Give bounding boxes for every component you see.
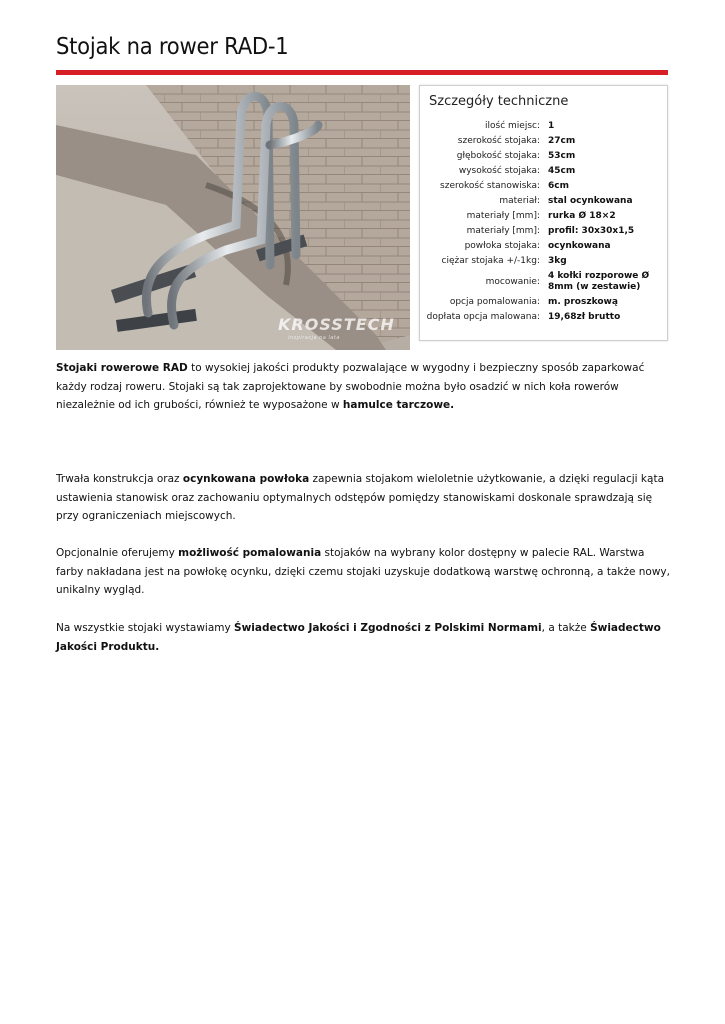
paragraph-certificates — [56, 619, 670, 656]
spec-value: 3kg — [548, 256, 567, 266]
spec-label: szerokość stojaka: — [457, 136, 540, 146]
title-divider — [56, 70, 668, 75]
spec-row — [420, 209, 667, 224]
painting-text-1: Opcjonalnie oferujemy — [56, 547, 179, 559]
specs-title: Szczegóły techniczne — [429, 94, 569, 109]
spec-row — [420, 119, 667, 134]
painting-bold: możliwość pomalowania — [178, 547, 322, 559]
spec-row — [420, 179, 667, 194]
certificates-bold-1: Świadectwo Jakości i Zgodności z Polskimi Normami — [234, 622, 542, 634]
spec-value: 4 kołki rozporowe Ø 8mm (w zestawie) — [548, 271, 650, 292]
spec-value: 27cm — [548, 136, 576, 146]
spec-row — [420, 134, 667, 149]
brand-logo: KROSSTECH — [278, 315, 395, 334]
spec-value: ocynkowana — [548, 241, 611, 251]
paragraph-construction — [56, 470, 670, 526]
certificates-text-1: Na wszystkie stojaki wystawiamy — [56, 622, 235, 634]
spec-row — [420, 269, 667, 295]
spec-value: m. proszkową — [548, 297, 618, 307]
spec-value: 53cm — [548, 151, 576, 161]
intro-text: to wysokiej jakości produkty pozwalające w wygodny i bezpieczny sposób zaparkować każdy rodzaj roweru. Stojaki są tak zaprojektowane by swobodnie można było osadzić w nich koła rowerów niezależnie od ich grubości, również te wyposażone w — [56, 362, 645, 411]
paragraph-painting — [56, 544, 670, 600]
spec-row — [420, 149, 667, 164]
spec-row — [420, 194, 667, 209]
spec-label: dopłata opcja malowana: — [426, 312, 540, 322]
page-title: Stojak na rower RAD-1 — [56, 34, 289, 60]
certificates-text-2: , a także — [541, 622, 591, 634]
spec-row — [420, 224, 667, 239]
spec-label: materiał: — [499, 196, 540, 206]
spec-label: wysokość stojaka: — [458, 166, 540, 176]
spec-label: opcja pomalowania: — [449, 297, 540, 307]
spec-row — [420, 295, 667, 310]
spec-value: rurka Ø 18×2 — [548, 211, 616, 221]
spec-row — [420, 254, 667, 269]
spec-value: profil: 30x30x1,5 — [548, 226, 635, 236]
painting-text-2: stojaków na wybrany kolor dostępny w palecie RAL. Warstwa farby nakładana jest na powłokę ocynku, dzięki czemu stojaki uzyskuje dodatkową warstwę ochronną, a także nowy, unikalny wygląd. — [56, 547, 670, 596]
spec-value: 19,68zł brutto — [548, 312, 621, 322]
spec-value: 6cm — [548, 181, 569, 191]
paragraph-intro — [56, 359, 670, 415]
intro-bold-product: Stojaki rowerowe RAD — [56, 362, 188, 374]
spec-value: 45cm — [548, 166, 576, 176]
spec-value: stal ocynkowana — [548, 196, 633, 206]
spec-row — [420, 310, 667, 325]
certificates-bold-2: Świadectwo Jakości Produktu. — [56, 622, 661, 653]
specs-table — [420, 119, 667, 325]
construction-text-2: zapewnia stojakom wieloletnie użytkowanie, a dzięki regulacji kąta ustawienia stanowisk oraz zachowaniu optymalnych odstępów pomiędzy stanowiskami doskonale sprawdzają się przy ograniczeniach miejscowych. — [56, 473, 665, 522]
spec-label: ciężar stojaka +/-1kg: — [441, 256, 540, 266]
spec-label: powłoka stojaka: — [464, 241, 540, 251]
spec-label: materiały [mm]: — [466, 211, 540, 221]
intro-bold-brakes: hamulce tarczowe. — [342, 399, 455, 411]
spec-label: ilość miejsc: — [485, 121, 540, 131]
spec-label: mocowanie: — [485, 276, 540, 287]
bike-rack-illustration — [56, 85, 410, 350]
spec-label: głębokość stojaka: — [456, 151, 540, 161]
construction-text-1: Trwała konstrukcja oraz — [56, 473, 183, 485]
brand-tagline: inspiracja na lata — [288, 335, 340, 341]
spec-row — [420, 164, 667, 179]
product-photo — [56, 85, 410, 350]
spec-row — [420, 239, 667, 254]
spec-label: szerokość stanowiska: — [440, 181, 540, 191]
spec-value: 1 — [548, 121, 555, 131]
construction-bold: ocynkowana powłoka — [182, 473, 310, 485]
technical-specs-box — [419, 85, 668, 341]
spec-label: materiały [mm]: — [466, 226, 540, 236]
